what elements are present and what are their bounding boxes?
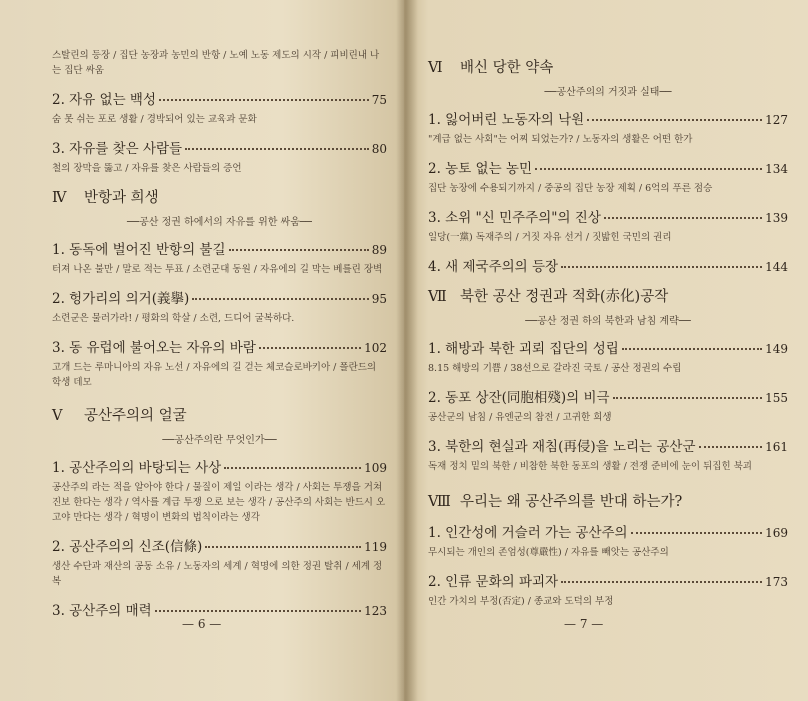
left-toc — [52, 48, 387, 619]
toc-entry-page: 80 — [371, 142, 387, 156]
toc-entry — [428, 255, 788, 275]
dot-leader — [561, 581, 762, 583]
toc-entry-title: 4. 새 제국주의의 등장 — [428, 259, 559, 275]
toc-entry-page: 75 — [371, 93, 387, 107]
section-heading-6 — [428, 56, 788, 77]
section-title: 공산주의의 얼굴 — [84, 408, 187, 424]
toc-entry-title: 3. 자유를 찾은 사람들 — [52, 141, 183, 157]
toc-entry-description: 숨 못 쉬는 포로 생활 / 경박되어 있는 교육과 문화 — [52, 114, 257, 125]
toc-entry-title: 2. 헝가리의 의거(義擧) — [52, 291, 190, 307]
toc-entry — [52, 336, 387, 356]
toc-entry — [52, 535, 387, 555]
section-title: 반항과 희생 — [84, 190, 159, 206]
section-heading-8 — [428, 490, 788, 511]
toc-entry-page: 161 — [765, 440, 788, 454]
toc-entry-page: 144 — [765, 260, 788, 274]
toc-entry — [52, 287, 387, 307]
dot-leader — [604, 217, 762, 219]
toc-entry-description: 공산군의 남침 / 유엔군의 참전 / 고귀한 희생 — [428, 412, 612, 423]
toc-entry-title: 2. 동포 상잔(同胞相殘)의 비극 — [428, 390, 610, 406]
toc-entry-page: 134 — [765, 162, 788, 176]
toc-entry-title: 2. 농토 없는 농민 — [428, 161, 532, 177]
toc-entry-title: 2. 자유 없는 백성 — [52, 92, 156, 108]
book-gutter — [396, 0, 418, 701]
toc-entry-description: 생산 수단과 재산의 공동 소유 / 노동자의 세계 / 혁명에 의한 정권 탈취 / 세계 정복 — [52, 561, 383, 587]
section-number: Ⅶ — [428, 289, 447, 305]
section-number: Ⅵ — [428, 60, 443, 76]
right-toc — [428, 56, 788, 609]
section-heading-7 — [428, 285, 788, 306]
toc-entry-page: 169 — [765, 526, 788, 540]
toc-entry-title: 3. 공산주의 매력 — [52, 603, 152, 619]
section-title: 북한 공산 정권과 적화(赤化)공작 — [460, 289, 669, 305]
right-group-b — [428, 337, 788, 474]
right-group-c — [428, 521, 788, 609]
dot-leader — [622, 348, 762, 350]
toc-entry-description: 무시되는 개인의 존엄성(尊嚴性) / 자유를 빼앗는 공산주의 — [428, 547, 669, 558]
toc-entry-description: 고개 드는 루마니아의 자유 노선 / 자유에의 길 걷는 체코슬로바키아 / 폴란드의 학생 데모 — [52, 362, 377, 388]
dot-leader — [224, 467, 361, 469]
right-group-a — [428, 108, 788, 275]
page-number: — 6 — — [182, 617, 222, 631]
toc-entry — [52, 137, 387, 157]
dot-leader — [699, 446, 763, 448]
section-title: 우리는 왜 공산주의를 반대 하는가? — [460, 494, 683, 510]
toc-entry-page: 89 — [371, 243, 387, 257]
left-group-a — [52, 88, 387, 176]
toc-entry-page: 139 — [765, 211, 788, 225]
toc-entry-page: 102 — [364, 341, 387, 355]
section-subtitle: ──공산 정권 하의 북한과 남침 계략── — [525, 316, 691, 327]
dot-leader — [631, 532, 763, 534]
section-subtitle: ──공산주의란 무엇인가── — [162, 435, 277, 446]
toc-entry-title: 1. 해방과 북한 괴뢰 집단의 성립 — [428, 341, 619, 357]
section-heading-4 — [52, 186, 387, 207]
toc-entry-title: 3. 동 유럽에 불어오는 자유의 바람 — [52, 340, 256, 356]
intro-description: 스탈린의 등장 / 집단 농장과 농민의 반항 / 노예 노동 제도의 시작 / 피비린내 나는 집단 싸움 — [52, 50, 380, 76]
dot-leader — [259, 347, 361, 349]
dot-leader — [613, 397, 763, 399]
toc-entry-title: 3. 북한의 현실과 재침(再侵)을 노리는 공산군 — [428, 439, 696, 455]
toc-entry-description: 터져 나온 불만 / 말로 적는 투표 / 소련군대 동원 / 자유에의 길 막는 베를린 장벽 — [52, 264, 383, 275]
toc-entry — [52, 599, 387, 619]
toc-entry — [428, 206, 788, 226]
toc-entry-page: 149 — [765, 342, 788, 356]
toc-entry — [428, 386, 788, 406]
toc-entry — [52, 88, 387, 108]
toc-entry-page: 119 — [364, 540, 387, 554]
dot-leader — [229, 249, 369, 251]
section-subtitle: ──공산 정권 하에서의 자유를 위한 싸움── — [127, 217, 312, 228]
toc-entry-title: 3. 소위 "신 민주주의"의 진상 — [428, 210, 601, 226]
toc-entry — [52, 456, 387, 476]
left-group-c — [52, 456, 387, 619]
right-page — [404, 0, 808, 701]
toc-entry-title: 1. 동독에 벌어진 반항의 불길 — [52, 242, 226, 258]
toc-entry-description: 독재 정치 밑의 북한 / 비참한 북한 동포의 생활 / 전쟁 준비에 눈이 뒤집힌 북괴 — [428, 461, 752, 472]
toc-entry-description: "계급 없는 사회"는 어찌 되었는가? / 노동자의 생활은 어떤 한가 — [428, 134, 693, 145]
toc-entry-page: 127 — [765, 113, 788, 127]
toc-entry-title: 2. 인류 문화의 파괴자 — [428, 574, 559, 590]
dot-leader — [205, 546, 361, 548]
section-title: 배신 당한 약속 — [460, 60, 554, 76]
section-number: Ⅷ — [428, 494, 451, 510]
section-number: Ⅴ — [52, 408, 63, 424]
toc-entry-description: 공산주의 라는 적을 알아야 한다 / 물질이 제일 이라는 생각 / 사회는 투쟁을 거쳐 진보 한다는 생각 / 역사를 계급 투쟁 으로 보는 생각 / 공산주의 사회는 반드시 오고야 만다는 생각 / 혁명이 변화의 법칙이라는 생각 — [52, 482, 386, 523]
toc-entry-page: 155 — [765, 391, 788, 405]
dot-leader — [561, 266, 762, 268]
toc-entry — [428, 435, 788, 455]
toc-entry-description: 일당(一黨) 독재주의 / 거짓 자유 선거 / 짓밟힌 국민의 권리 — [428, 232, 672, 243]
toc-entry-title: 1. 공산주의의 바탕되는 사상 — [52, 460, 222, 476]
toc-entry-page: 173 — [765, 575, 788, 589]
section-subtitle: ──공산주의의 거짓과 실태── — [544, 87, 672, 98]
dot-leader — [155, 610, 361, 612]
toc-entry-title: 2. 공산주의의 신조(信條) — [52, 539, 203, 555]
toc-entry-page: 95 — [371, 292, 387, 306]
toc-entry-page: 123 — [364, 604, 387, 618]
toc-entry-title: 1. 인간성에 거슬러 가는 공산주의 — [428, 525, 628, 541]
toc-entry-page: 109 — [364, 461, 387, 475]
dot-leader — [159, 99, 369, 101]
toc-entry — [428, 570, 788, 590]
dot-leader — [192, 298, 368, 300]
toc-entry — [428, 521, 788, 541]
left-group-b — [52, 238, 387, 390]
page-number: — 7 — — [564, 617, 604, 631]
section-heading-5 — [52, 404, 387, 425]
toc-entry-description: 8.15 해방의 기쁨 / 38선으로 갈라진 국토 / 공산 정권의 수립 — [428, 363, 682, 374]
dot-leader — [185, 148, 369, 150]
dot-leader — [587, 119, 762, 121]
toc-entry — [52, 238, 387, 258]
toc-entry-description: 인간 가치의 부정(否定) / 종교와 도덕의 부정 — [428, 596, 614, 607]
toc-entry — [428, 108, 788, 128]
toc-entry-description: 소련군은 물러가라! / 평화의 학살 / 소련, 드디어 굴복하다. — [52, 313, 295, 324]
toc-entry — [428, 157, 788, 177]
dot-leader — [535, 168, 762, 170]
section-number: Ⅳ — [52, 190, 67, 206]
toc-entry — [428, 337, 788, 357]
toc-entry-title: 1. 잃어버린 노동자의 낙원 — [428, 112, 585, 128]
toc-entry-description: 집단 농장에 수용되기까지 / 중공의 집단 농장 제획 / 6억의 푸른 점승 — [428, 183, 713, 194]
toc-entry-description: 철의 장막을 뚫고 / 자유를 찾은 사람들의 증언 — [52, 163, 242, 174]
